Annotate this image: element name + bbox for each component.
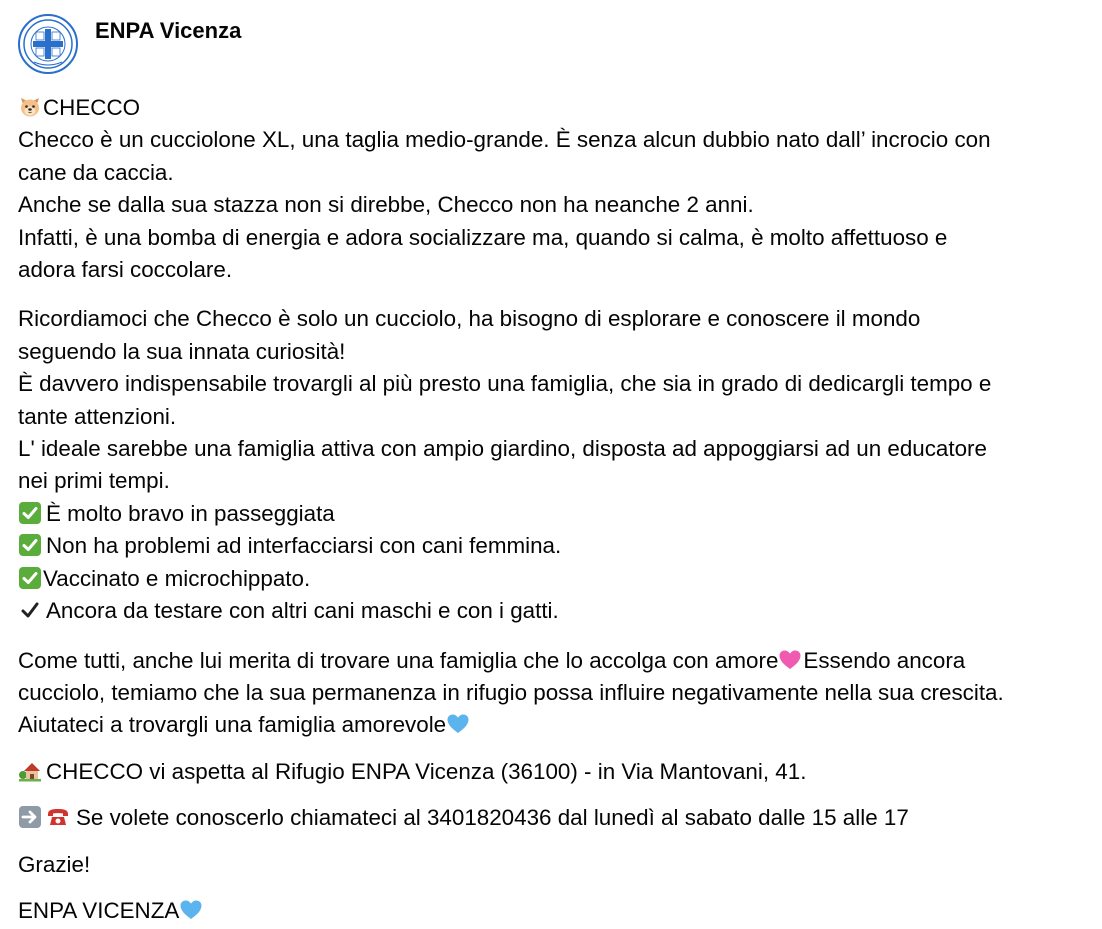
signature-line (18, 895, 1096, 927)
checklist-text: Non ha problemi ad interfacciarsi con cani femmina. (46, 533, 562, 559)
pink-heart-icon (778, 648, 802, 672)
thanks-paragraph (18, 849, 1096, 881)
signature-paragraph (18, 895, 1096, 927)
paragraph-spacer (18, 881, 1096, 895)
description-line: L' ideale sarebbe una famiglia attiva con ampio giardino, disposta ad appoggiarsi ad un educatore (18, 436, 987, 462)
intro-line: Anche se dalla sua stazza non si direbbe, Checco non ha neanche 2 anni. (18, 192, 754, 218)
intro-line: Infatti, è una bomba di energia e adora socializzare ma, quando si calma, è molto affettuoso e (18, 224, 948, 250)
checklist-text: È molto bravo in passeggiata (46, 500, 335, 526)
appeal-text: Aiutateci a trovargli una famiglia amorevole (18, 712, 447, 738)
intro-line: adora farsi coccolare. (18, 257, 233, 283)
post-text (18, 92, 1096, 927)
description-line: tante attenzioni. (18, 403, 177, 429)
check-mark-icon (18, 598, 42, 622)
checklist-text: Vaccinato e microchippato. (43, 565, 311, 591)
appeal-text: Come tutti, anche lui merita di trovare una famiglia che lo accolga con amore (18, 647, 779, 673)
description-paragraph (18, 303, 1096, 627)
check-mark-button-icon (18, 501, 42, 525)
paragraph-spacer (18, 788, 1096, 802)
intro-line: cane da caccia. (18, 159, 174, 185)
appeal-line (18, 709, 1096, 741)
enpa-logo-icon (22, 18, 74, 70)
appeal-line: cucciolo, temiamo che la sua permanenza in rifugio possa influire negativamente nella sua crescita. (18, 679, 1004, 705)
telephone-icon (46, 805, 70, 829)
post-title: CHECCO (43, 95, 141, 120)
right-arrow-icon (18, 805, 42, 829)
description-line: Ricordiamoci che Checco è solo un cucciolo, ha bisogno di esplorare e conoscere il mondo (18, 306, 921, 332)
signature-text: ENPA VICENZA (18, 897, 180, 923)
appeal-paragraph (18, 645, 1096, 742)
check-mark-button-icon (18, 566, 42, 590)
thanks-text: Grazie! (18, 851, 91, 877)
location-text: CHECCO vi aspetta al Rifugio ENPA Vicenza (36100) - in Via Mantovani, 41. (46, 758, 807, 784)
paragraph-spacer (18, 835, 1096, 849)
paragraph-spacer (18, 286, 1096, 303)
title-line (18, 92, 1096, 124)
description-line: seguendo la sua innata curiosità! (18, 338, 346, 364)
location-line (18, 756, 1096, 788)
check-mark-button-icon (18, 533, 42, 557)
contact-line (18, 802, 1096, 834)
blue-heart-icon (446, 712, 470, 736)
blue-heart-icon (179, 898, 203, 922)
checklist-text: Ancora da testare con altri cani maschi e con i gatti. (46, 598, 559, 624)
avatar[interactable] (18, 14, 78, 74)
intro-line: Checco è un cucciolone XL, una taglia medio-grande. È senza alcun dubbio nato dall’ incrocio con (18, 127, 991, 153)
checklist-item (18, 498, 1096, 530)
paragraph-spacer (18, 628, 1096, 645)
checklist-item (18, 530, 1096, 562)
contact-paragraph (18, 802, 1096, 834)
house-with-garden-icon (18, 759, 42, 783)
intro-paragraph (18, 92, 1096, 286)
checklist-item (18, 563, 1096, 595)
description-line: È davvero indispensabile trovargli al più presto una famiglia, che sia in grado di dedicargli tempo e (18, 371, 992, 397)
author-name[interactable]: ENPA Vicenza (95, 18, 242, 43)
dog-face-icon (18, 95, 42, 119)
contact-text: Se volete conoscerlo chiamateci al 3401820436 dal lunedì al sabato dalle 15 alle 17 (76, 805, 909, 831)
location-paragraph (18, 756, 1096, 788)
appeal-text: Essendo ancora (803, 647, 966, 673)
paragraph-spacer (18, 742, 1096, 756)
appeal-line (18, 645, 1096, 677)
description-line: nei primi tempi. (18, 468, 170, 494)
checklist-item (18, 595, 1096, 627)
